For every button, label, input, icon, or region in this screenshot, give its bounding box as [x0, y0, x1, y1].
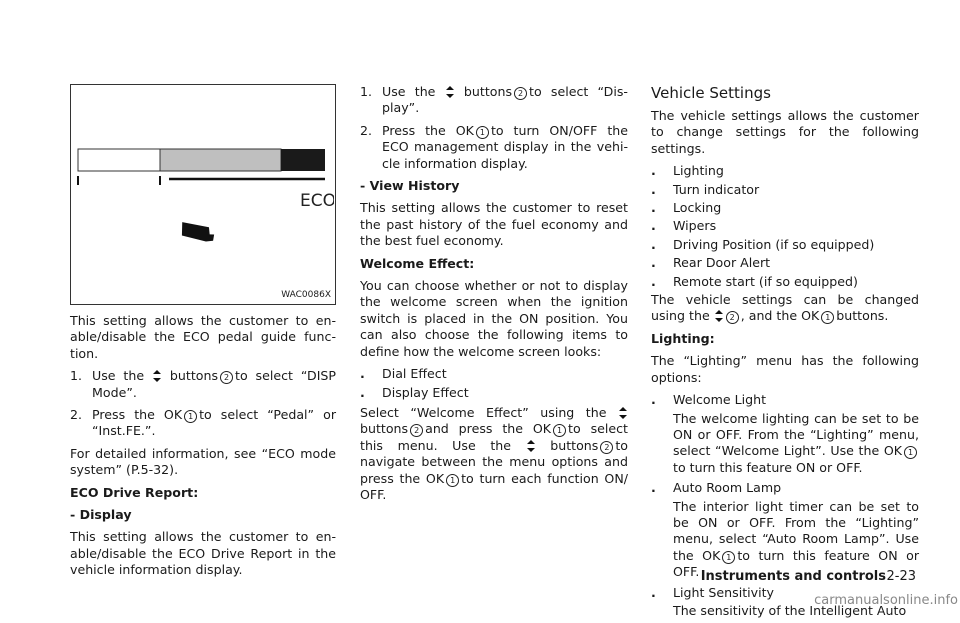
marker-2-icon: 2 — [410, 424, 423, 437]
view-history-text: This setting allows the customer to reset the past history of the fuel economy and the best fuel economy. — [360, 200, 628, 249]
column-1 — [70, 313, 336, 585]
welcome-effect-heading: Welcome Effect: — [360, 255, 475, 271]
welcome-effect-text: You can choose whether or not to display the welcome screen when the ignition switch is placed in the ON position. You can also choose the following items to define how the welcome screen looks: — [360, 278, 628, 359]
column-2 — [360, 84, 628, 509]
marker-2-icon: 2 — [220, 371, 233, 384]
marker-1-icon: 1 — [446, 474, 459, 487]
eco-pedal-figure — [70, 84, 336, 305]
display-text: This setting allows the customer to en-able/disable the ECO Drive Report in the vehicle information display. — [70, 529, 336, 578]
marker-2-icon: 2 — [726, 311, 739, 324]
list-item: . Turn indicator — [651, 181, 760, 197]
display-subheading: - Display — [70, 507, 132, 523]
list-item: . Remote start (if so equipped) — [651, 273, 858, 289]
list-item: . Welcome Light — [651, 392, 767, 408]
col1-step-2: 2. Press the OK 1 to select “Pedal” or “Inst.FE.”. — [70, 407, 336, 439]
col2-step-2: 2. Press the OK 1 to turn ON/OFF the ECO management display in the vehi-cle information display. — [360, 122, 628, 171]
welcome-light-text: The welcome lighting can be set to be ON or OFF. From the “Lighting” menu, select “Welcome Light”. Use the OK 1to turn this feature ON or OFF. — [673, 410, 919, 475]
section-label: Instruments and controls — [700, 569, 886, 584]
marker-1-icon: 1 — [821, 311, 834, 324]
figure-code: WAC0086X — [281, 290, 331, 300]
page-number: 2-23 — [886, 569, 916, 584]
up-down-arrow-icon — [715, 310, 723, 322]
settings-change-text: The vehicle settings can be changed using the 2 , and the OK 1 buttons. — [651, 292, 919, 324]
marker-1-icon: 1 — [553, 424, 566, 437]
up-down-arrow-icon — [527, 440, 535, 452]
eco-pedal-intro: This setting allows the customer to en-able/disable the ECO pedal guide func-tion. — [70, 313, 336, 361]
lighting-text: The “Lighting” menu has the following options: — [651, 353, 919, 385]
eco-pedal-guide-illustration — [71, 85, 334, 303]
col2-step-1: 1. Use the buttons 2 to select “Dis-play”. — [360, 84, 628, 116]
column-3 — [651, 84, 919, 623]
view-history-heading: - View History — [360, 178, 460, 194]
eco-label: ECO — [300, 191, 334, 211]
list-item: . Display Effect — [360, 384, 469, 400]
list-item: . Rear Door Alert — [651, 255, 771, 271]
list-item: . Light Sensitivity — [651, 584, 774, 600]
list-item: . Dial Effect — [360, 366, 447, 382]
select-welcome-effect-text: Select “Welcome Effect” using the buttons 2 and press the OK 1 to select this menu. Use the buttons 2 to navigate between the menu options and press the OK 1 to turn each function ON/ OFF. — [360, 404, 629, 502]
list-item: . Wipers — [651, 218, 717, 234]
marker-1-icon: 1 — [904, 446, 917, 459]
auto-room-lamp-text: The interior light timer can be set to be ON or OFF. From the “Lighting” menu, select “Auto Room Lamp”. Use the OK 1 to turn this feature ON or OFF. — [673, 498, 919, 580]
light-sensitivity-text: The sensitivity of the Intelligent Auto — [673, 602, 907, 618]
up-down-arrow-icon — [153, 370, 161, 382]
foot-pedal-icon — [177, 215, 218, 250]
eco-drive-report-heading: ECO Drive Report: — [70, 484, 199, 500]
vehicle-settings-intro: The vehicle settings allows the customer to change settings for the following settings. — [651, 108, 919, 156]
vehicle-settings-title: Vehicle Settings — [651, 84, 771, 102]
marker-2-icon: 2 — [514, 87, 527, 100]
up-down-arrow-icon — [446, 86, 454, 98]
col1-step-1: 1. Use the buttons 2 to select “DISP Mode”. — [70, 368, 336, 400]
marker-1-icon: 1 — [476, 126, 489, 139]
marker-1-icon: 1 — [184, 410, 197, 423]
marker-1-icon: 1 — [722, 551, 735, 564]
list-item: . Locking — [651, 200, 722, 216]
marker-2-icon: 2 — [600, 441, 613, 454]
list-item: . Auto Room Lamp — [651, 480, 782, 496]
lighting-heading: Lighting: — [651, 330, 715, 346]
up-down-arrow-icon — [619, 407, 627, 419]
list-item: . Driving Position (if so equipped) — [651, 236, 875, 252]
eco-mode-reference: For detailed information, see “ECO mode system” (P.5-32). — [70, 445, 336, 478]
watermark: carmanualsonline.info — [814, 593, 958, 608]
list-item: . Lighting — [651, 163, 724, 179]
